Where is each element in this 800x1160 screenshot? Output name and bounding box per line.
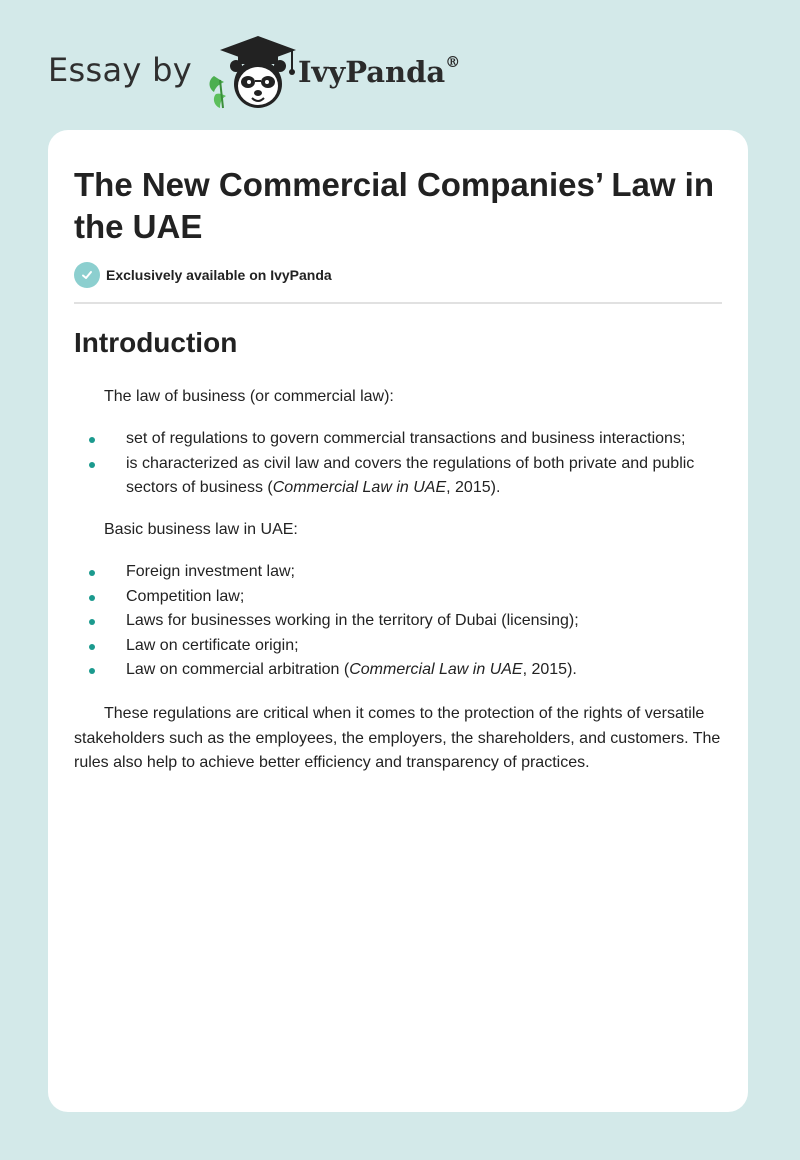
- brand-prefix: Essay by: [48, 51, 192, 89]
- conclusion-paragraph: These regulations are critical when it comes to the protection of the rights of versatile stakeholders such as the employees, the employers, the shareholders, and customers. The rules also help to achieve better efficiency and transparency of practices.: [74, 705, 721, 771]
- list-item: Laws for businesses working in the territory of Dubai (licensing);: [74, 609, 724, 634]
- bullet-icon: [89, 462, 95, 468]
- list-item: Competition law;: [74, 585, 724, 610]
- bullet-icon: [89, 644, 95, 650]
- list-item: Law on commercial arbitration (Commercial Law in UAE, 2015).: [74, 658, 724, 683]
- panda-logo-icon: [206, 36, 298, 112]
- basic-law-label: Basic business law in UAE:: [104, 521, 298, 538]
- citation: Commercial Law in UAE: [349, 661, 523, 678]
- basic-law-list: [74, 560, 724, 683]
- section-heading: Introduction: [74, 327, 238, 358]
- brand-header: [48, 36, 460, 112]
- list-item: Foreign investment law;: [74, 560, 724, 585]
- citation: Commercial Law in UAE: [272, 479, 447, 496]
- list-item: set of regulations to govern commercial transactions and business interactions;: [74, 427, 724, 452]
- check-icon: [74, 262, 100, 288]
- list-item: is characterized as civil law and covers the regulations of both private and public sectors of business (Commercial Law in UAE, 2015).: [74, 452, 724, 501]
- brand-name: IvyPanda®: [297, 53, 461, 89]
- page-title: The New Commercial Companies’ Law in the UAE: [74, 166, 715, 245]
- bullet-icon: [89, 437, 95, 443]
- list-item: Law on certificate origin;: [74, 634, 724, 659]
- bullet-icon: [89, 668, 95, 674]
- bullet-icon: [89, 619, 95, 625]
- essay-card: [48, 130, 748, 1112]
- exclusive-badge: [74, 262, 332, 288]
- bullet-icon: [89, 595, 95, 601]
- bullet-icon: [89, 570, 95, 576]
- divider: [74, 302, 722, 304]
- commercial-law-list: [74, 427, 724, 501]
- intro-label: The law of business (or commercial law):: [104, 388, 394, 405]
- badge-text: Exclusively available on IvyPanda: [106, 267, 332, 283]
